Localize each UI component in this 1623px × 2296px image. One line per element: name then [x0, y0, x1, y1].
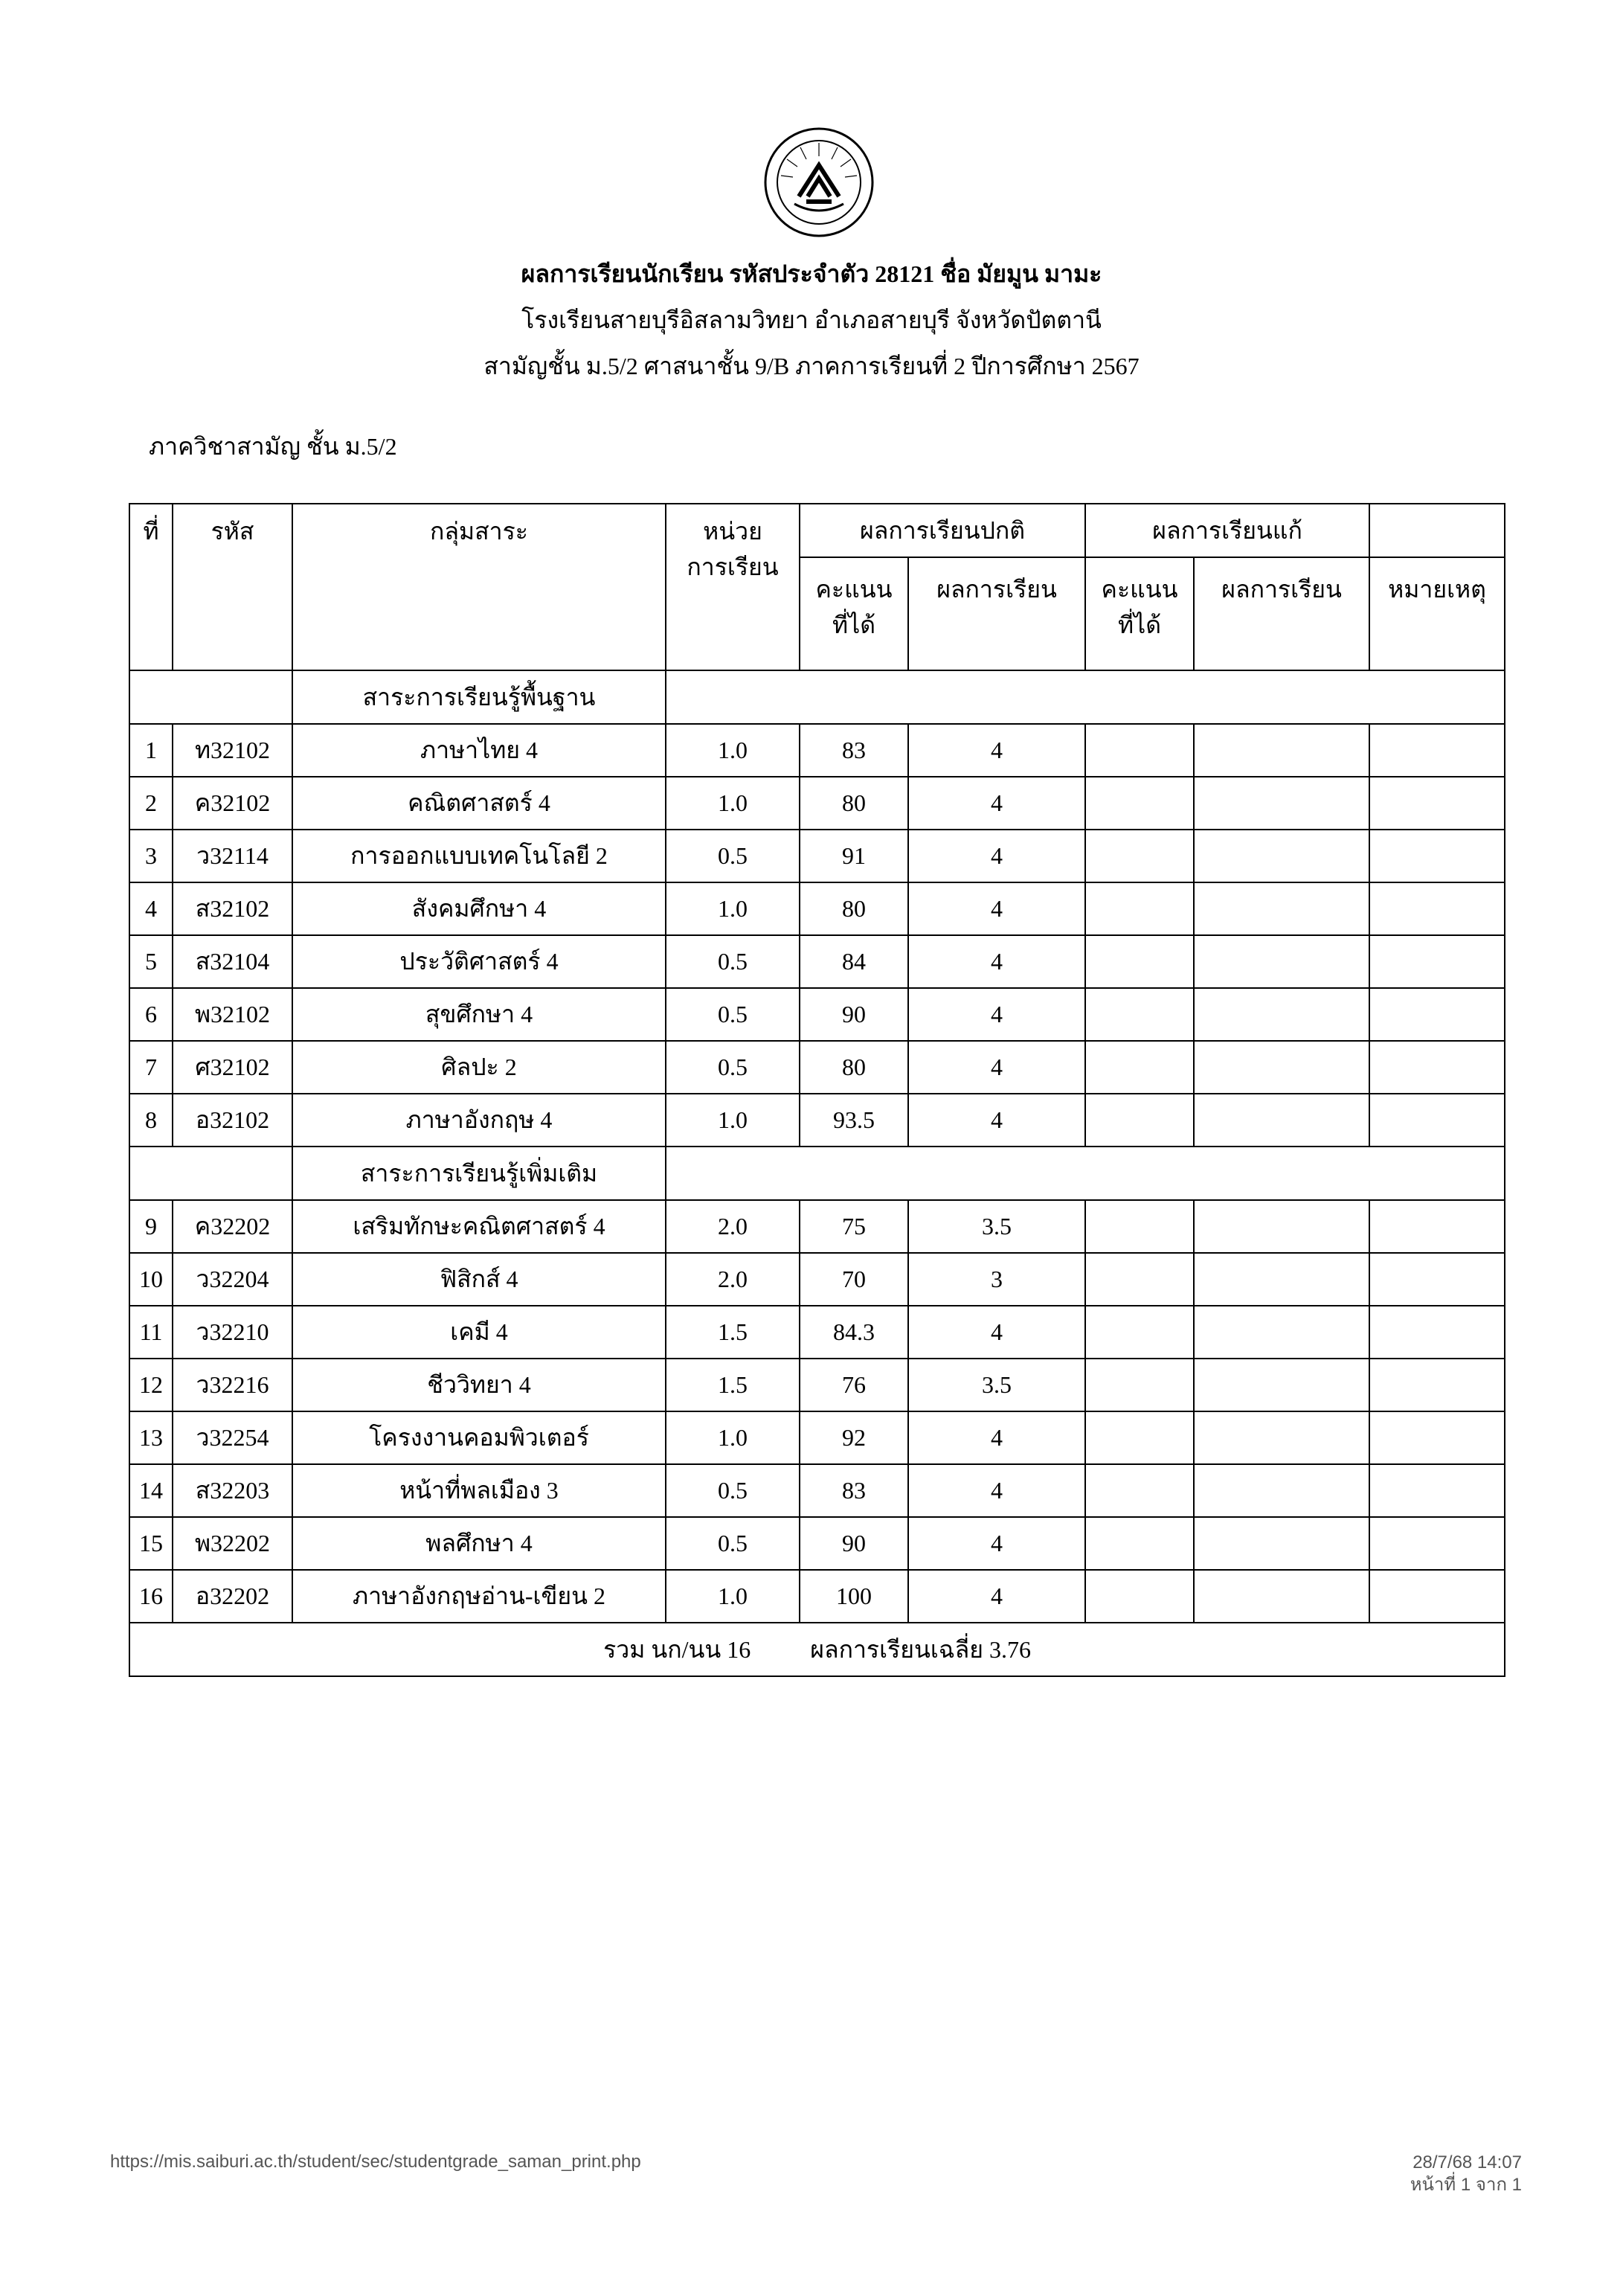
table-row: [129, 1411, 1505, 1464]
grade: 4: [908, 830, 1085, 882]
subject-name: เคมี 4: [292, 1306, 666, 1359]
subject-code: ศ32102: [173, 1041, 292, 1094]
credit: 0.5: [666, 1464, 800, 1517]
subject-name: พลศึกษา 4: [292, 1517, 666, 1570]
credit: 1.0: [666, 777, 800, 830]
header-no: ที่: [129, 504, 173, 670]
header-code: รหัส: [173, 504, 292, 670]
score: 70: [800, 1253, 908, 1306]
table-row: [129, 1200, 1505, 1253]
note: [1369, 1411, 1505, 1464]
row-number: 11: [129, 1306, 173, 1359]
subject-name: ภาษาอังกฤษอ่าน-เขียน 2: [292, 1570, 666, 1623]
score: 80: [800, 1041, 908, 1094]
grade: 3.5: [908, 1359, 1085, 1411]
header-remedial-score: [1085, 557, 1194, 670]
row-number: 4: [129, 882, 173, 935]
subject-code: ค32102: [173, 777, 292, 830]
subject-code: ว32216: [173, 1359, 292, 1411]
subject-name: โครงงานคอมพิวเตอร์: [292, 1411, 666, 1464]
row-number: 5: [129, 935, 173, 988]
score: 75: [800, 1200, 908, 1253]
summary-text: [573, 1631, 1061, 1669]
subject-code: ว32204: [173, 1253, 292, 1306]
note: [1369, 724, 1505, 777]
header-subject: กลุ่มสาระ: [292, 504, 666, 670]
score: 100: [800, 1570, 908, 1623]
grade: 4: [908, 724, 1085, 777]
note: [1369, 1464, 1505, 1517]
group-row-extra: [129, 1147, 1505, 1200]
header-score-line1: คะแนน: [815, 576, 893, 603]
note: [1369, 935, 1505, 988]
subject-code: ส32203: [173, 1464, 292, 1517]
note: [1369, 882, 1505, 935]
remedial-grade: [1194, 724, 1369, 777]
remedial-grade: [1194, 1570, 1369, 1623]
header-credit: [666, 504, 800, 670]
table-row: [129, 1094, 1505, 1147]
subject-code: อ32202: [173, 1570, 292, 1623]
credit: 1.0: [666, 1094, 800, 1147]
remedial-score: [1085, 1570, 1194, 1623]
remedial-grade: [1194, 1464, 1369, 1517]
credit: 1.0: [666, 724, 800, 777]
summary-gpa: ผลการเรียนเฉลี่ย 3.76: [810, 1635, 1031, 1663]
table-row: [129, 1306, 1505, 1359]
subject-name: หน้าที่พลเมือง 3: [292, 1464, 666, 1517]
remedial-score: [1085, 724, 1194, 777]
grades-table: [129, 503, 1505, 1677]
header-credit-line2: การเรียน: [687, 554, 779, 580]
credit: 0.5: [666, 830, 800, 882]
grade: 4: [908, 777, 1085, 830]
remedial-grade: [1194, 1411, 1369, 1464]
credit: 1.0: [666, 882, 800, 935]
remedial-score: [1085, 1306, 1194, 1359]
footer-date: [1410, 2152, 1522, 2196]
grade: 4: [908, 1570, 1085, 1623]
grade: 4: [908, 1411, 1085, 1464]
remedial-score: [1085, 830, 1194, 882]
subject-code: พ32102: [173, 988, 292, 1041]
table-row: [129, 1041, 1505, 1094]
remedial-score: [1085, 1200, 1194, 1253]
remedial-score: [1085, 1411, 1194, 1464]
grade: 4: [908, 1094, 1085, 1147]
remedial-grade: [1194, 1041, 1369, 1094]
remedial-grade: [1194, 1253, 1369, 1306]
subject-name: ชีววิทยา 4: [292, 1359, 666, 1411]
remedial-grade: [1194, 1306, 1369, 1359]
subject-name: เสริมทักษะคณิตศาสตร์ 4: [292, 1200, 666, 1253]
school-name: โรงเรียนสายบุรีอิสลามวิทยา อำเภอสายบุรี จังหวัดปัตตานี: [521, 307, 1102, 333]
score: 91: [800, 830, 908, 882]
table-row: [129, 1517, 1505, 1570]
subject-name: ฟิสิกส์ 4: [292, 1253, 666, 1306]
remedial-score: [1085, 777, 1194, 830]
header-note: หมายเหตุ: [1369, 557, 1505, 670]
remedial-grade: [1194, 1200, 1369, 1253]
table-row: [129, 777, 1505, 830]
note: [1369, 1359, 1505, 1411]
subject-name: ภาษาอังกฤษ 4: [292, 1094, 666, 1147]
group-row-basic: [129, 670, 1505, 724]
subject-code: ว32210: [173, 1306, 292, 1359]
remedial-grade: [1194, 882, 1369, 935]
subject-name: ภาษาไทย 4: [292, 724, 666, 777]
row-number: 12: [129, 1359, 173, 1411]
remedial-grade: [1194, 777, 1369, 830]
header-remedial-score-line2: ที่ได้: [1118, 612, 1161, 638]
table-row: [129, 1464, 1505, 1517]
subject-name: ศิลปะ 2: [292, 1041, 666, 1094]
subject-code: ท32102: [173, 724, 292, 777]
credit: 2.0: [666, 1200, 800, 1253]
footer-page: หน้าที่ 1 จาก 1: [1410, 2175, 1522, 2195]
subject-code: พ32202: [173, 1517, 292, 1570]
subject-code: ค32202: [173, 1200, 292, 1253]
row-number: 9: [129, 1200, 173, 1253]
credit: 1.5: [666, 1359, 800, 1411]
note: [1369, 1041, 1505, 1094]
subject-code: ส32104: [173, 935, 292, 988]
score: 84: [800, 935, 908, 988]
table-row: [129, 988, 1505, 1041]
subject-code: อ32102: [173, 1094, 292, 1147]
score: 92: [800, 1411, 908, 1464]
remedial-grade: [1194, 830, 1369, 882]
remedial-grade: [1194, 1094, 1369, 1147]
remedial-grade: [1194, 1359, 1369, 1411]
subject-name: การออกแบบเทคโนโลยี 2: [292, 830, 666, 882]
grade: 3.5: [908, 1200, 1085, 1253]
credit: 1.5: [666, 1306, 800, 1359]
score: 80: [800, 882, 908, 935]
group-label-extra: สาระการเรียนรู้เพิ่มเติม: [292, 1147, 666, 1200]
row-number: 15: [129, 1517, 173, 1570]
score: 84.3: [800, 1306, 908, 1359]
department-label: ภาควิชาสามัญ ชั้น ม.5/2: [149, 433, 397, 460]
remedial-score: [1085, 935, 1194, 988]
subject-code: ว32254: [173, 1411, 292, 1464]
remedial-grade: [1194, 935, 1369, 988]
score: 83: [800, 724, 908, 777]
subject-code: ว32114: [173, 830, 292, 882]
subject-name: สังคมศึกษา 4: [292, 882, 666, 935]
subject-name: สุขศึกษา 4: [292, 988, 666, 1041]
score: 90: [800, 988, 908, 1041]
table-row: [129, 830, 1505, 882]
credit: 0.5: [666, 1041, 800, 1094]
note: [1369, 988, 1505, 1041]
row-number: 14: [129, 1464, 173, 1517]
row-number: 10: [129, 1253, 173, 1306]
credit: 0.5: [666, 988, 800, 1041]
grade: 4: [908, 1464, 1085, 1517]
score: 76: [800, 1359, 908, 1411]
remedial-score: [1085, 1041, 1194, 1094]
remedial-grade: [1194, 988, 1369, 1041]
remedial-score: [1085, 1464, 1194, 1517]
grade: 4: [908, 935, 1085, 988]
row-number: 2: [129, 777, 173, 830]
remedial-grade: [1194, 1517, 1369, 1570]
row-number: 16: [129, 1570, 173, 1623]
header-score: [800, 557, 908, 670]
group-label-basic: สาระการเรียนรู้พื้นฐาน: [292, 670, 666, 724]
note: [1369, 1200, 1505, 1253]
note: [1369, 1306, 1505, 1359]
grade: 4: [908, 1517, 1085, 1570]
row-number: 8: [129, 1094, 173, 1147]
grade: 4: [908, 1306, 1085, 1359]
header-blank: [1369, 504, 1505, 557]
row-number: 6: [129, 988, 173, 1041]
table-row: [129, 1570, 1505, 1623]
note: [1369, 1253, 1505, 1306]
summary-credits: รวม นก/นน 16: [603, 1635, 751, 1663]
row-number: 3: [129, 830, 173, 882]
row-number: 7: [129, 1041, 173, 1094]
table-row: [129, 935, 1505, 988]
summary-row: [129, 1623, 1505, 1676]
remedial-score: [1085, 1517, 1194, 1570]
table-row: [129, 724, 1505, 777]
report-title: ผลการเรียนนักเรียน รหัสประจำตัว 28121 ชื่อ มัยมูน มามะ: [521, 260, 1102, 287]
school-seal-logo: [763, 126, 875, 238]
credit: 0.5: [666, 935, 800, 988]
header-remedial: ผลการเรียนแก้: [1085, 504, 1369, 557]
grade: 3: [908, 1253, 1085, 1306]
note: [1369, 1094, 1505, 1147]
remedial-score: [1085, 1094, 1194, 1147]
row-number: 13: [129, 1411, 173, 1464]
credit: 2.0: [666, 1253, 800, 1306]
header-grade: ผลการเรียน: [908, 557, 1085, 670]
header-credit-line1: หน่วย: [703, 518, 762, 545]
note: [1369, 1570, 1505, 1623]
credit: 1.0: [666, 1570, 800, 1623]
remedial-score: [1085, 1359, 1194, 1411]
footer-url: https://mis.saiburi.ac.th/student/sec/studentgrade_saman_print.php: [110, 2152, 641, 2172]
header-score-line2: ที่ได้: [832, 612, 875, 638]
subject-name: คณิตศาสตร์ 4: [292, 777, 666, 830]
credit: 1.0: [666, 1411, 800, 1464]
class-info: สามัญชั้น ม.5/2 ศาสนาชั้น 9/B ภาคการเรียนที่ 2 ปีการศึกษา 2567: [483, 353, 1140, 379]
footer-datetime: 28/7/68 14:07: [1413, 2152, 1522, 2172]
table-row: [129, 882, 1505, 935]
grade: 4: [908, 988, 1085, 1041]
header-regular: ผลการเรียนปกติ: [800, 504, 1085, 557]
remedial-score: [1085, 882, 1194, 935]
note: [1369, 1517, 1505, 1570]
note: [1369, 777, 1505, 830]
row-number: 1: [129, 724, 173, 777]
remedial-score: [1085, 988, 1194, 1041]
score: 93.5: [800, 1094, 908, 1147]
subject-code: ส32102: [173, 882, 292, 935]
grade: 4: [908, 882, 1085, 935]
table-row: [129, 1359, 1505, 1411]
table-row: [129, 1253, 1505, 1306]
credit: 0.5: [666, 1517, 800, 1570]
subject-name: ประวัติศาสตร์ 4: [292, 935, 666, 988]
grade: 4: [908, 1041, 1085, 1094]
header-remedial-score-line1: คะแนน: [1101, 576, 1178, 603]
score: 80: [800, 777, 908, 830]
header-remedial-grade: ผลการเรียน: [1194, 557, 1369, 670]
score: 90: [800, 1517, 908, 1570]
remedial-score: [1085, 1253, 1194, 1306]
score: 83: [800, 1464, 908, 1517]
note: [1369, 830, 1505, 882]
